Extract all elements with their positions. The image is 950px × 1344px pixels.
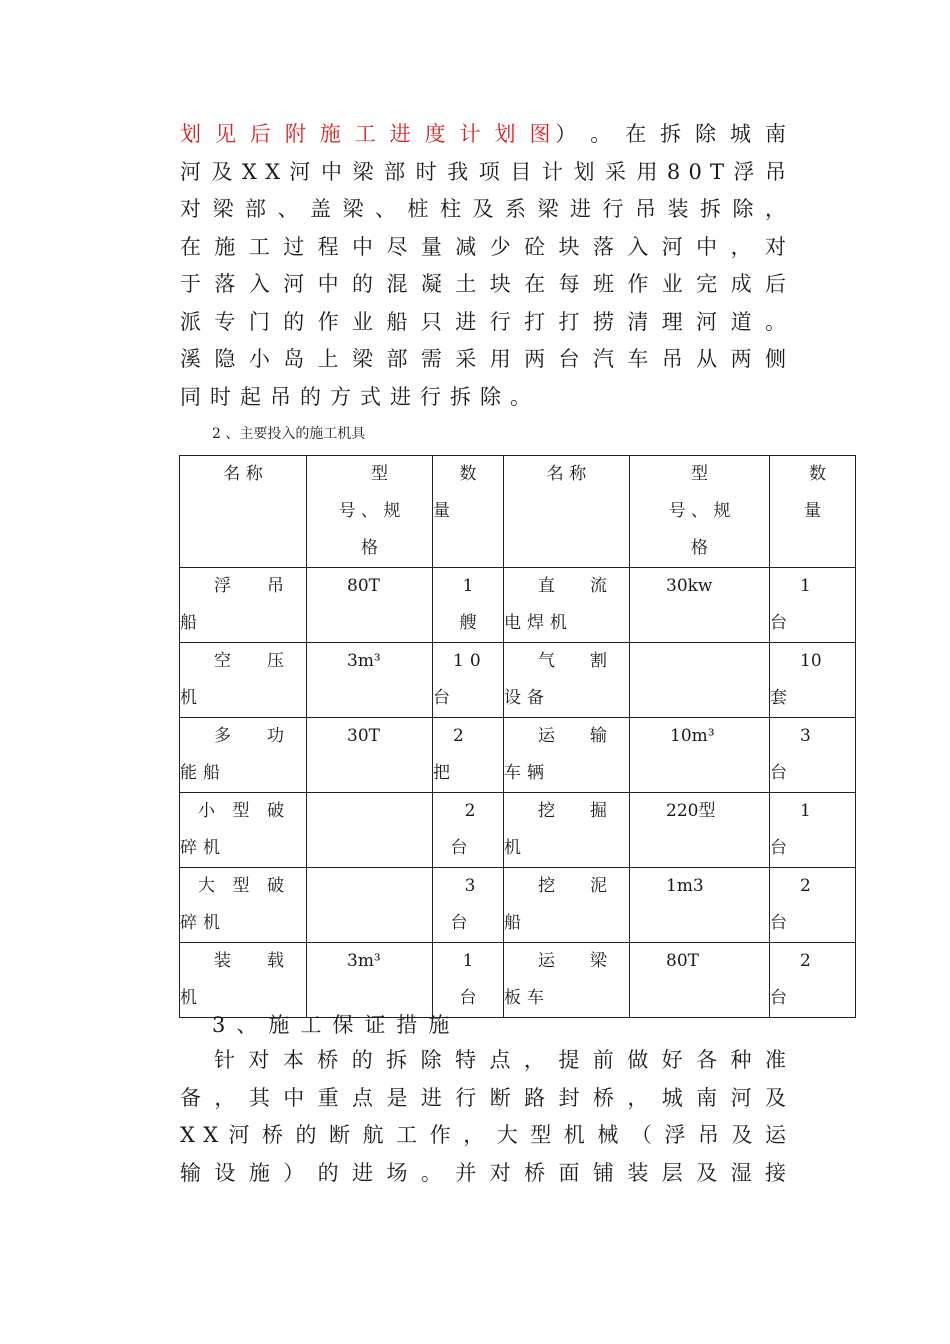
text: 同时起吊的方式进行拆除。 bbox=[180, 384, 540, 409]
cell-spec-1 bbox=[307, 643, 433, 718]
cell-qty-1 bbox=[433, 568, 504, 643]
header-text: 数 bbox=[459, 464, 477, 484]
cell-text: 运 输 bbox=[538, 726, 607, 746]
header-text: 名 称 bbox=[223, 464, 263, 484]
header-name-2 bbox=[504, 456, 630, 568]
cell-text: 1 bbox=[462, 576, 474, 596]
header-name-1 bbox=[180, 456, 307, 568]
cell-text: 机 bbox=[180, 688, 203, 708]
cell-text: 把 bbox=[433, 763, 450, 783]
paragraph-1 bbox=[180, 116, 788, 416]
cell-qty-2 bbox=[770, 793, 856, 868]
cell-name-1 bbox=[180, 568, 307, 643]
text: 备 ， 其 中 重 点 是 进 行 断 路 封 桥 ， 城 南 河 及 bbox=[180, 1085, 788, 1110]
cell-name-2 bbox=[504, 643, 630, 718]
para1-line-8 bbox=[180, 379, 788, 417]
cell-text: 板车 bbox=[504, 988, 550, 1008]
cell-text: 台 bbox=[770, 913, 787, 933]
cell-spec-1 bbox=[307, 943, 433, 1018]
header-text: 名 称 bbox=[546, 464, 587, 484]
table-header-row bbox=[180, 456, 856, 568]
cell-text: 台 bbox=[450, 913, 468, 933]
para1-line-1 bbox=[180, 116, 788, 154]
equipment-table bbox=[179, 455, 856, 1018]
cell-text: 30kw bbox=[666, 576, 713, 596]
cell-text: 10 bbox=[800, 651, 822, 671]
cell-text: 挖 掘 bbox=[538, 801, 607, 821]
header-text: 格 bbox=[361, 538, 378, 558]
cell-text: 台 bbox=[433, 688, 450, 708]
cell-qty-1 bbox=[433, 718, 504, 793]
cell-name-1 bbox=[180, 643, 307, 718]
cell-text: 3 bbox=[800, 726, 811, 746]
cell-name-2 bbox=[504, 943, 630, 1018]
text: 在 施 工 过 程 中 尽 量 减 少 砼 块 落 入 河 中 ， 对 bbox=[180, 234, 788, 259]
cell-spec-2 bbox=[630, 943, 770, 1018]
table-row bbox=[180, 943, 856, 1018]
cell-text: 1 bbox=[800, 576, 811, 596]
text: X X 河 桥 的 断 航 工 作 ， 大 型 机 械 （ 浮 吊 及 运 bbox=[180, 1123, 788, 1147]
cell-text: 3m³ bbox=[347, 951, 381, 971]
section-3-heading: 3、施工保证措施 bbox=[212, 1013, 461, 1037]
cell-qty-2 bbox=[770, 868, 856, 943]
cell-text: 运 梁 bbox=[538, 951, 607, 971]
para1-line-7 bbox=[180, 341, 788, 379]
cell-text: 机 bbox=[504, 838, 527, 858]
cell-text: 2 bbox=[453, 726, 470, 746]
cell-spec-1 bbox=[307, 868, 433, 943]
cell-text: 台 bbox=[459, 988, 477, 1008]
table-row bbox=[180, 643, 856, 718]
cell-text: 台 bbox=[770, 613, 787, 633]
text: 输 设 施 ） 的 进 场 。 并 对 桥 面 铺 装 层 及 湿 接 bbox=[180, 1160, 788, 1185]
cell-text: 浮 吊 bbox=[214, 576, 284, 596]
cell-text: 10m³ bbox=[670, 726, 715, 746]
header-text: 格 bbox=[691, 538, 708, 558]
cell-text: 2 bbox=[464, 801, 476, 821]
cell-qty-1 bbox=[433, 868, 504, 943]
cell-name-2 bbox=[504, 793, 630, 868]
para2-line-2 bbox=[180, 1080, 788, 1118]
red-text: 划 见 后 附 施 工 进 度 计 划 图 bbox=[180, 122, 556, 146]
cell-text: 直 流 bbox=[538, 576, 607, 596]
table-row bbox=[180, 868, 856, 943]
para2-line-3 bbox=[180, 1117, 788, 1155]
cell-qty-2 bbox=[770, 568, 856, 643]
cell-qty-2 bbox=[770, 943, 856, 1018]
cell-text: 30T bbox=[347, 726, 380, 746]
cell-text: 能船 bbox=[180, 763, 226, 783]
text: 于 落 入 河 中 的 混 凝 土 块 在 每 班 作 业 完 成 后 bbox=[180, 272, 788, 296]
text: 溪 隐 小 岛 上 梁 部 需 采 用 两 台 汽 车 吊 从 两 侧 bbox=[180, 347, 788, 371]
cell-text: 机 bbox=[180, 988, 203, 1008]
header-spec-2 bbox=[630, 456, 770, 568]
cell-qty-2 bbox=[770, 718, 856, 793]
cell-text: 台 bbox=[770, 988, 787, 1008]
cell-spec-1 bbox=[307, 793, 433, 868]
cell-text: 台 bbox=[450, 838, 468, 858]
cell-text: 台 bbox=[770, 838, 787, 858]
cell-text: 多 功 bbox=[214, 726, 284, 746]
cell-text: 碎机 bbox=[180, 913, 226, 933]
cell-text: 3 bbox=[464, 876, 476, 896]
cell-name-1 bbox=[180, 868, 307, 943]
text: 针 对 本 桥 的 拆 除 特 点 ， 提 前 做 好 各 种 准 bbox=[214, 1048, 788, 1072]
header-text: 量 bbox=[433, 501, 450, 521]
cell-text: 10 bbox=[453, 651, 487, 671]
cell-text: 80T bbox=[347, 576, 380, 596]
cell-text: 船 bbox=[180, 613, 203, 633]
cell-text: 2 bbox=[800, 876, 811, 896]
cell-text: 80T bbox=[666, 951, 699, 971]
table-row bbox=[180, 793, 856, 868]
cell-spec-1 bbox=[307, 568, 433, 643]
cell-text: 空 压 bbox=[214, 651, 284, 671]
cell-text: 车辆 bbox=[504, 763, 550, 783]
cell-spec-2 bbox=[630, 868, 770, 943]
cell-text bbox=[307, 868, 432, 905]
para2-line-1 bbox=[180, 1042, 788, 1080]
para1-line-6 bbox=[180, 304, 788, 342]
cell-name-2 bbox=[504, 718, 630, 793]
cell-spec-2 bbox=[630, 793, 770, 868]
cell-name-1 bbox=[180, 943, 307, 1018]
cell-text: 大 型 破 bbox=[198, 876, 284, 896]
table-row bbox=[180, 718, 856, 793]
para1-line-5 bbox=[180, 266, 788, 304]
cell-qty-2 bbox=[770, 643, 856, 718]
cell-text: 小 型 破 bbox=[198, 801, 284, 821]
cell-text: 台 bbox=[770, 763, 787, 783]
cell-text: 设备 bbox=[504, 688, 550, 708]
cell-name-2 bbox=[504, 568, 630, 643]
cell-qty-1 bbox=[433, 793, 504, 868]
cell-text: 装 载 bbox=[214, 951, 284, 971]
header-qty-1 bbox=[433, 456, 504, 568]
cell-text: 艘 bbox=[459, 613, 477, 633]
cell-text: 1 bbox=[800, 801, 811, 821]
header-text: 号 、 规 bbox=[668, 501, 731, 521]
header-text: 型 bbox=[371, 464, 388, 484]
table-caption: 2 、主要投入的施工机具 bbox=[212, 426, 366, 442]
para2-line-4 bbox=[180, 1155, 788, 1193]
table-row bbox=[180, 568, 856, 643]
cell-name-2 bbox=[504, 868, 630, 943]
text: 对 梁 部 、 盖 梁 、 桩 柱 及 系 梁 进 行 吊 装 拆 除 ， bbox=[180, 197, 788, 221]
text: ） 。 在 拆 除 城 南 bbox=[555, 122, 788, 146]
cell-text: 挖 泥 bbox=[538, 876, 607, 896]
text: 派 专 门 的 作 业 船 只 进 行 打 打 捞 清 理 河 道 。 bbox=[180, 309, 788, 334]
header-text: 量 bbox=[804, 501, 821, 521]
cell-text: 气 割 bbox=[538, 651, 607, 671]
cell-text: 套 bbox=[770, 688, 787, 708]
cell-text: 1 bbox=[462, 951, 474, 971]
cell-spec-1 bbox=[307, 718, 433, 793]
header-qty-2 bbox=[770, 456, 856, 568]
cell-text: 1m3 bbox=[666, 876, 704, 896]
cell-spec-2 bbox=[630, 718, 770, 793]
para1-line-2 bbox=[180, 154, 788, 192]
cell-spec-2 bbox=[630, 568, 770, 643]
para1-line-3 bbox=[180, 191, 788, 229]
cell-name-1 bbox=[180, 718, 307, 793]
cell-text: 220型 bbox=[666, 801, 716, 821]
header-text: 型 bbox=[691, 464, 708, 484]
cell-qty-1 bbox=[433, 943, 504, 1018]
cell-text: 2 bbox=[800, 951, 811, 971]
cell-spec-2 bbox=[630, 643, 770, 718]
text: 河 及 X X 河 中 梁 部 时 我 项 目 计 划 采 用 8 0 T 浮 吊 bbox=[180, 159, 788, 184]
cell-text: 碎机 bbox=[180, 838, 226, 858]
header-text: 数 bbox=[809, 464, 826, 484]
para1-line-4 bbox=[180, 229, 788, 267]
cell-text: 船 bbox=[504, 913, 527, 933]
cell-text bbox=[307, 793, 432, 830]
header-spec-1 bbox=[307, 456, 433, 568]
cell-text: 电焊机 bbox=[504, 613, 573, 633]
cell-qty-1 bbox=[433, 643, 504, 718]
header-text: 号 、 规 bbox=[338, 501, 401, 521]
cell-name-1 bbox=[180, 793, 307, 868]
cell-text: 3m³ bbox=[347, 651, 381, 671]
paragraph-2 bbox=[180, 1042, 788, 1192]
cell-text bbox=[630, 643, 769, 680]
